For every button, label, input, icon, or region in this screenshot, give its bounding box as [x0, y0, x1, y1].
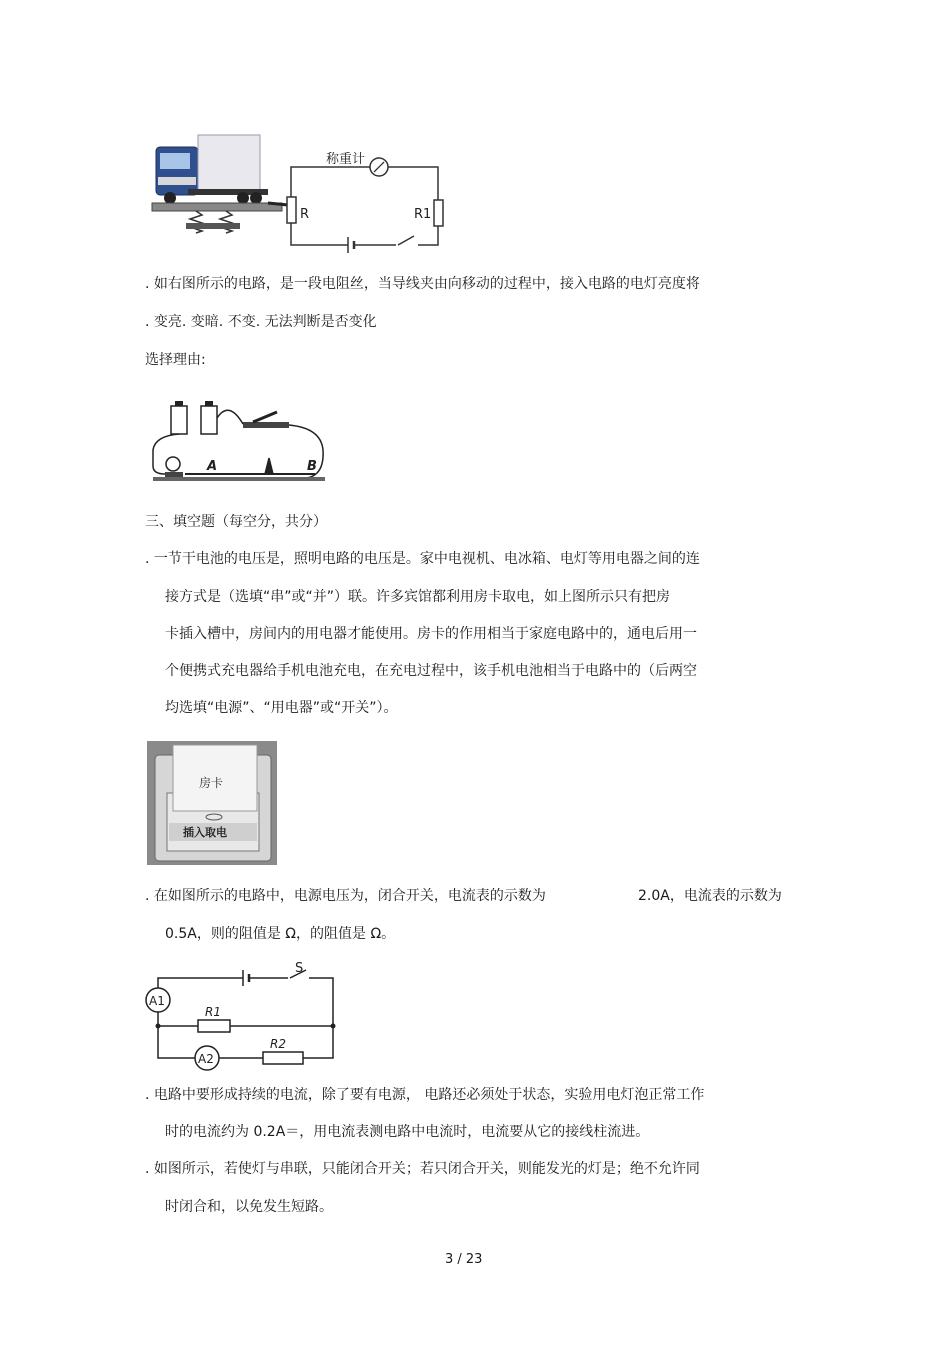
switch-s-label: S	[295, 961, 304, 976]
r-label: R	[300, 207, 310, 222]
voltage-question-line3: 卡插入槽中，房间内的用电器才能使用。房卡的作用相当于家庭电路中的，通电后用一	[165, 626, 697, 642]
switch-question-line2: 时闭合和，以免发生短路。	[165, 1199, 333, 1215]
slot-label: 插入取电	[183, 826, 227, 839]
ammeter-question-line1a: . 在如图所示的电路中，电源电压为，闭合开关，电流表的示数为	[145, 888, 546, 904]
switch-question-line1: . 如图所示，若使灯与串联，只能闭合开关；若只闭合开关，则能发光的灯是；绝不允许同	[145, 1161, 700, 1177]
wire-end-b: B	[307, 459, 317, 474]
ammeter-question-line1b: 2.0A，电流表的示数为	[638, 888, 782, 904]
voltage-question-line2: 接方式是（选填“串”或“并”）联。许多宾馆都利用房卡取电，如上图所示只有把房	[165, 589, 671, 605]
truck-scale-figure	[148, 125, 448, 260]
voltage-question-line5: 均选填“电源”、“用电器”或“开关”）。	[165, 700, 398, 716]
voltage-question-line1: . 一节干电池的电压是，照明电路的电压是。家中电视机、电冰箱、电灯等用电器之间的连	[145, 551, 700, 567]
room-card-photo	[147, 741, 277, 865]
meter-label: 称重计	[326, 152, 366, 167]
resistor-r1-label: R1	[205, 1005, 221, 1019]
current-question-line2: 时的电流约为 0.2A＝，用电流表测电路中电流时，电流要从它的接线柱流进。	[165, 1124, 650, 1140]
resistor-r2-label: R2	[270, 1037, 286, 1051]
current-question-line1: . 电路中要形成持续的电流，除了要有电源， 电路还必须处于状态，实验用电灯泡正常工作	[145, 1087, 705, 1103]
page-number: 3 / 23	[445, 1252, 483, 1267]
lamp-question-options: . 变亮. 变暗. 不变. 无法判断是否变化	[145, 314, 377, 330]
voltage-question-line4: 个便携式充电器给手机电池充电，在充电过程中，该手机电池相当于电路中的（后两空	[165, 663, 697, 679]
ammeter-circuit-figure	[143, 960, 343, 1072]
ammeter-a1-label: A1	[149, 994, 165, 1008]
wire-end-a: A	[207, 459, 218, 474]
ammeter-question-line2: 0.5A，则的阻值是 Ω，的阻值是 Ω。	[165, 926, 396, 942]
lamp-question-reason: 选择理由:	[145, 352, 206, 368]
ammeter-a2-label: A2	[198, 1052, 214, 1066]
lamp-question-stem: . 如右图所示的电路，是一段电阻丝，当导线夹由向移动的过程中，接入电路的电灯亮度将	[145, 276, 700, 292]
card-label: 房卡	[199, 776, 224, 790]
r1-label: R1	[414, 207, 432, 222]
section-heading: 三、填空题（每空分，共分）	[145, 514, 327, 530]
resistance-wire-figure	[145, 390, 330, 490]
